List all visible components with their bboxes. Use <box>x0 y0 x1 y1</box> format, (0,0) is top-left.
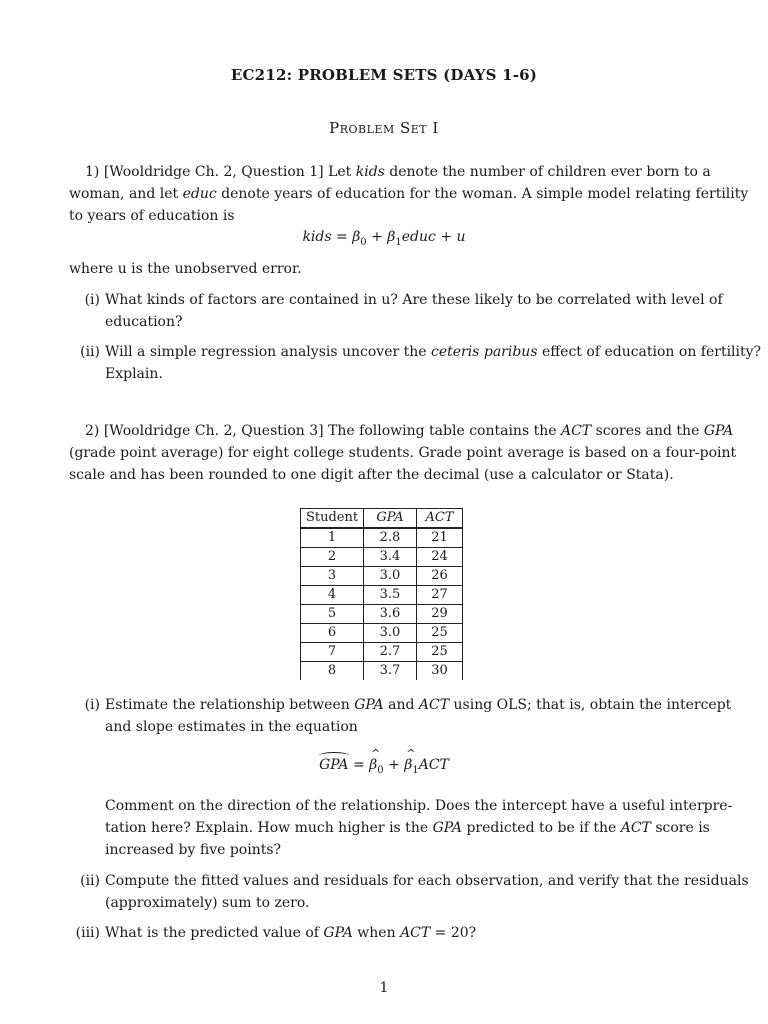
eq-sub1: 1 <box>412 764 419 776</box>
eq-beta1-hat: ^ β <box>404 757 412 773</box>
table-cell: 30 <box>417 662 463 681</box>
q1-text: denote the number of children ever born to a <box>384 164 711 180</box>
table-cell: 29 <box>417 605 463 624</box>
table-row <box>301 662 463 681</box>
eq-gpa-hat: GPA <box>319 757 349 773</box>
q2-part-i-label: (i) <box>84 697 100 713</box>
q1-kids: kids <box>355 164 385 180</box>
q2-part-iii-text: when <box>352 925 401 941</box>
eq-plus: + <box>383 757 405 773</box>
eq-sub1: 1 <box>395 236 402 248</box>
page-number: 1 <box>379 980 389 996</box>
q1-part-i-label: (i) <box>84 292 100 308</box>
q2-part-iii-label: (iii) <box>75 925 100 941</box>
q1-line-2 <box>69 184 749 204</box>
table-cell: 24 <box>417 548 463 567</box>
q2-part-ii-line-2: (approximately) sum to zero. <box>105 895 310 911</box>
table-header-act: ACT <box>417 509 463 529</box>
table-cell: 26 <box>417 567 463 586</box>
eq-plus: + <box>435 229 457 245</box>
q1-educ: educ <box>182 186 217 202</box>
table-cell: 7 <box>301 643 364 662</box>
q2-part-i-comment-2 <box>105 818 710 838</box>
problem-set-title: Problem Set I <box>329 119 439 137</box>
table-cell: 3.0 <box>364 567 417 586</box>
q1-text: denote years of education for the woman. A simple model relating fertility <box>216 186 749 202</box>
table-cell: 1 <box>301 528 364 548</box>
q2-act: ACT <box>560 423 592 439</box>
q2-number: 2) <box>85 423 100 439</box>
table-cell: 6 <box>301 624 364 643</box>
table-cell: 3.5 <box>364 586 417 605</box>
q1-part-ii-text: Will a simple regression analysis uncover the <box>105 344 432 360</box>
table-cell: 3 <box>301 567 364 586</box>
table-header-student: Student <box>301 509 364 529</box>
q1-part-i-line-1: What kinds of factors are contained in u? Are these likely to be correlated with level of <box>105 292 723 308</box>
q1-part-ii-line-1 <box>105 342 762 362</box>
q2-part-ii-label: (ii) <box>80 873 100 889</box>
q1-line-1 <box>69 162 711 182</box>
q2-part-ii-line-1: Compute the fitted values and residuals for each observation, and verify that the residuals <box>105 873 749 889</box>
table-cell: 3.4 <box>364 548 417 567</box>
eq-beta0-hat: ^ β <box>369 757 377 773</box>
eq-u: u <box>456 229 466 245</box>
q1-after-equation: where u is the unobserved error. <box>69 261 302 277</box>
table-cell: 27 <box>417 586 463 605</box>
table-cell: 2.8 <box>364 528 417 548</box>
table-row <box>301 605 463 624</box>
q1-part-ii-text: effect of education on fertility? <box>537 344 762 360</box>
table-cell: 25 <box>417 624 463 643</box>
table-cell: 5 <box>301 605 364 624</box>
table-cell: 4 <box>301 586 364 605</box>
table-row <box>301 624 463 643</box>
table-row <box>301 643 463 662</box>
q2-part-i-act: ACT <box>418 697 450 713</box>
q2-comment-gpa: GPA <box>432 820 463 836</box>
q2-part-i-text: and <box>383 697 419 713</box>
q1-text: [Wooldridge Ch. 2, Question 1] Let <box>103 164 356 180</box>
eq-beta0: β <box>352 229 361 245</box>
table-cell: 3.7 <box>364 662 417 681</box>
eq-var-act: ACT <box>418 757 449 773</box>
q2-comment-text: score is <box>650 820 710 836</box>
q2-gpa: GPA <box>703 423 734 439</box>
table-cell: 25 <box>417 643 463 662</box>
q2-part-i-comment-1: Comment on the direction of the relationship. Does the intercept have a useful interpre- <box>105 798 733 814</box>
table-row <box>301 548 463 567</box>
q1-part-i-line-2: education? <box>105 314 183 330</box>
table-cell: 2.7 <box>364 643 417 662</box>
table-row <box>301 528 463 548</box>
q2-text: scores and the <box>591 423 704 439</box>
table-row <box>301 567 463 586</box>
q2-part-iii-line <box>105 923 699 943</box>
q2-ols-equation <box>0 757 768 776</box>
eq-lhs: kids <box>302 229 332 245</box>
eq-var: educ <box>401 229 436 245</box>
table-header-gpa: GPA <box>364 509 417 529</box>
q2-part-i-comment-3: increased by five points? <box>105 842 282 858</box>
q2-part-i-text: using OLS; that is, obtain the intercept <box>449 697 732 713</box>
eq-beta1: β <box>387 229 396 245</box>
q2-comment-text: predicted to be if the <box>462 820 621 836</box>
q2-part-i-text: Estimate the relationship between <box>105 697 355 713</box>
eq-sub0: 0 <box>377 764 384 776</box>
eq-sub0: 0 <box>360 236 367 248</box>
q2-part-iii-gpa: GPA <box>323 925 353 941</box>
q2-part-iii-text: What is the predicted value of <box>105 925 324 941</box>
document-title: EC212: PROBLEM SETS (DAYS 1-6) <box>230 66 538 84</box>
q1-ceteris-paribus: ceteris paribus <box>431 344 538 360</box>
table-row <box>301 586 463 605</box>
q1-line-3: to years of education is <box>69 208 235 224</box>
q2-part-i-gpa: GPA <box>354 697 384 713</box>
q2-part-iii-act: ACT <box>400 925 431 941</box>
q1-part-ii-label: (ii) <box>80 344 100 360</box>
table-cell: 3.0 <box>364 624 417 643</box>
q2-comment-text: tation here? Explain. How much higher is the <box>105 820 433 836</box>
table-header-row <box>301 509 463 529</box>
gpa-act-table <box>300 508 463 680</box>
q2-line-3: scale and has been rounded to one digit after the decimal (use a calculator or Stata). <box>69 467 674 483</box>
q2-part-i-line-1 <box>105 695 732 715</box>
q1-part-ii-line-2: Explain. <box>105 366 163 382</box>
table-cell: 21 <box>417 528 463 548</box>
q1-text: woman, and let <box>69 186 183 202</box>
q2-text: [Wooldridge Ch. 2, Question 3] The following table contains the <box>103 423 561 439</box>
q2-line-2: (grade point average) for eight college students. Grade point average is based on a four-point <box>69 445 737 461</box>
q1-number: 1) <box>85 164 100 180</box>
eq-plus: + <box>366 229 388 245</box>
table-cell: 3.6 <box>364 605 417 624</box>
q2-part-i-line-2: and slope estimates in the equation <box>105 719 358 735</box>
table-cell: 8 <box>301 662 364 681</box>
eq-equals: = <box>348 757 370 773</box>
eq-equals: = <box>331 229 353 245</box>
q2-part-iii-text: = 20? <box>430 925 477 941</box>
table-cell: 2 <box>301 548 364 567</box>
q2-line-1 <box>69 421 734 441</box>
q1-equation <box>0 229 768 248</box>
q2-comment-act: ACT <box>620 820 651 836</box>
